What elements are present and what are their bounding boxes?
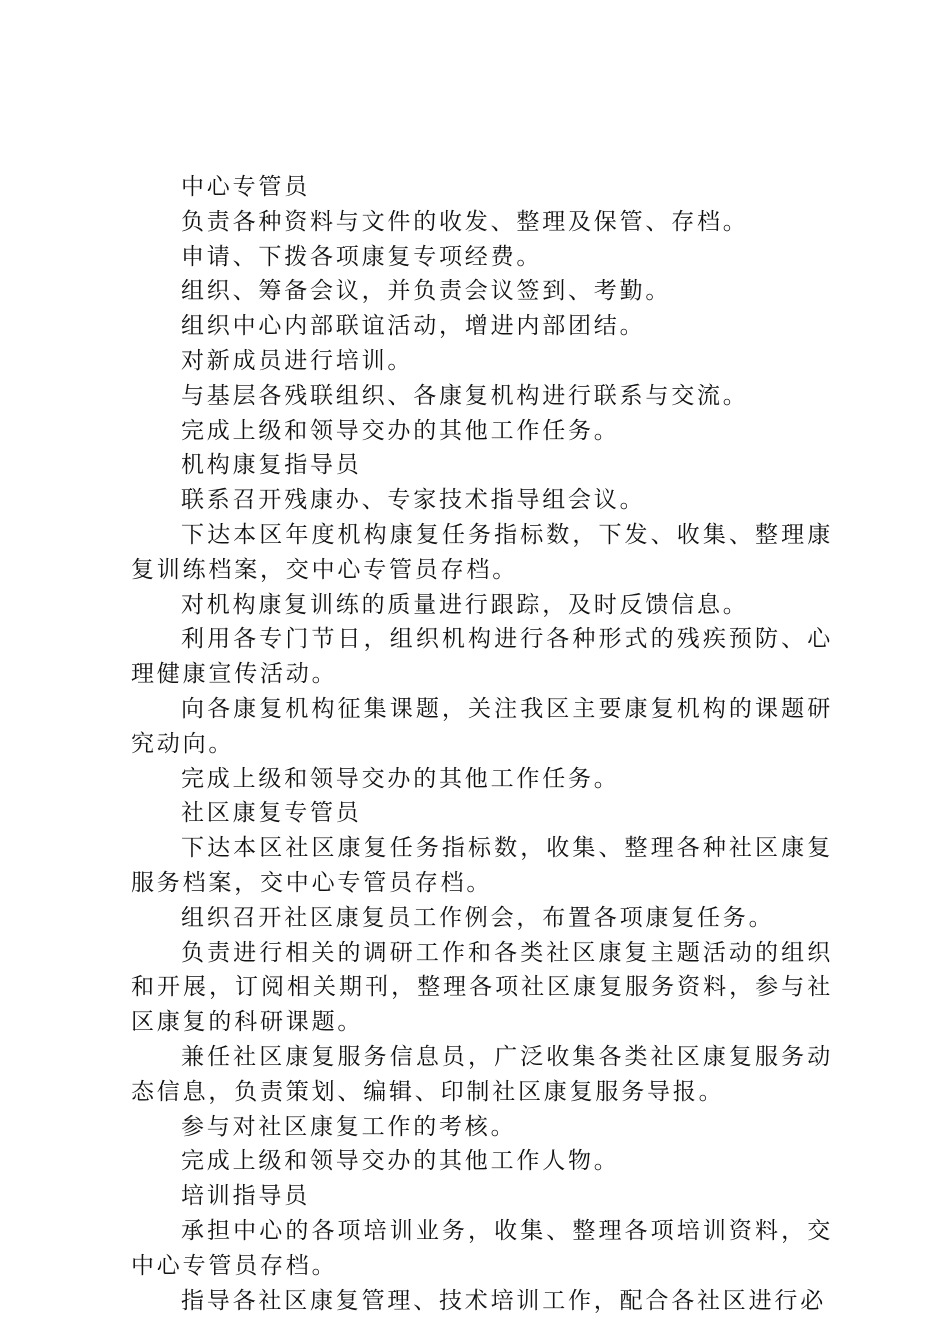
duty-item: 负责进行相关的调研工作和各类社区康复主题活动的组织和开展，订阅相关期刊，整理各项社区康复服务资料，参与社区康复的科研课题。 <box>131 939 833 1036</box>
duty-item: 完成上级和领导交办的其他工作任务。 <box>181 417 620 444</box>
duty-item: 参与对社区康复工作的考核。 <box>181 1113 517 1140</box>
duty-item: 承担中心的各项培训业务，收集、整理各项培训资料，交中心专管员存档。 <box>131 1217 833 1279</box>
duty-item: 组织召开社区康复员工作例会，布置各项康复任务。 <box>181 904 775 931</box>
duty-item: 对新成员进行培训。 <box>181 347 414 374</box>
duty-item: 组织、筹备会议，并负责会议签到、考勤。 <box>181 278 672 305</box>
duty-item: 申请、下拨各项康复专项经费。 <box>181 243 543 270</box>
duty-item: 负责各种资料与文件的收发、整理及保管、存档。 <box>181 208 749 235</box>
duty-item: 下达本区社区康复任务指标数，收集、整理各种社区康复服务档案，交中心专管员存档。 <box>131 835 833 896</box>
duty-item: 利用各专门节日，组织机构进行各种形式的残疾预防、心理健康宣传活动。 <box>131 626 833 688</box>
duty-item: 组织中心内部联谊活动，增进内部团结。 <box>181 313 646 340</box>
duty-item: 向各康复机构征集课题，关注我区主要康复机构的课题研究动向。 <box>131 695 833 757</box>
duty-item: 与基层各残联组织、各康复机构进行联系与交流。 <box>181 382 749 409</box>
section-heading: 社区康复专管员 <box>181 800 362 827</box>
duty-item: 指导各社区康复管理、技术培训工作，配合各社区进行必 <box>181 1287 826 1314</box>
section-heading: 中心专管员 <box>181 174 310 200</box>
duty-item: 完成上级和领导交办的其他工作人物。 <box>181 1148 620 1175</box>
duty-item: 对机构康复训练的质量进行跟踪，及时反馈信息。 <box>181 591 749 618</box>
duty-item: 完成上级和领导交办的其他工作任务。 <box>181 765 620 792</box>
document-body <box>131 170 833 1318</box>
duty-item: 兼任社区康复服务信息员，广泛收集各类社区康复服务动态信息，负责策划、编辑、印制社区康复服务导报。 <box>131 1043 833 1105</box>
duty-item: 联系召开残康办、专家技术指导组会议。 <box>181 487 646 514</box>
duty-item: 下达本区年度机构康复任务指标数，下发、收集、整理康复训练档案，交中心专管员存档。 <box>131 521 833 583</box>
section-heading: 培训指导员 <box>181 1183 310 1210</box>
section-heading: 机构康复指导员 <box>181 452 362 479</box>
